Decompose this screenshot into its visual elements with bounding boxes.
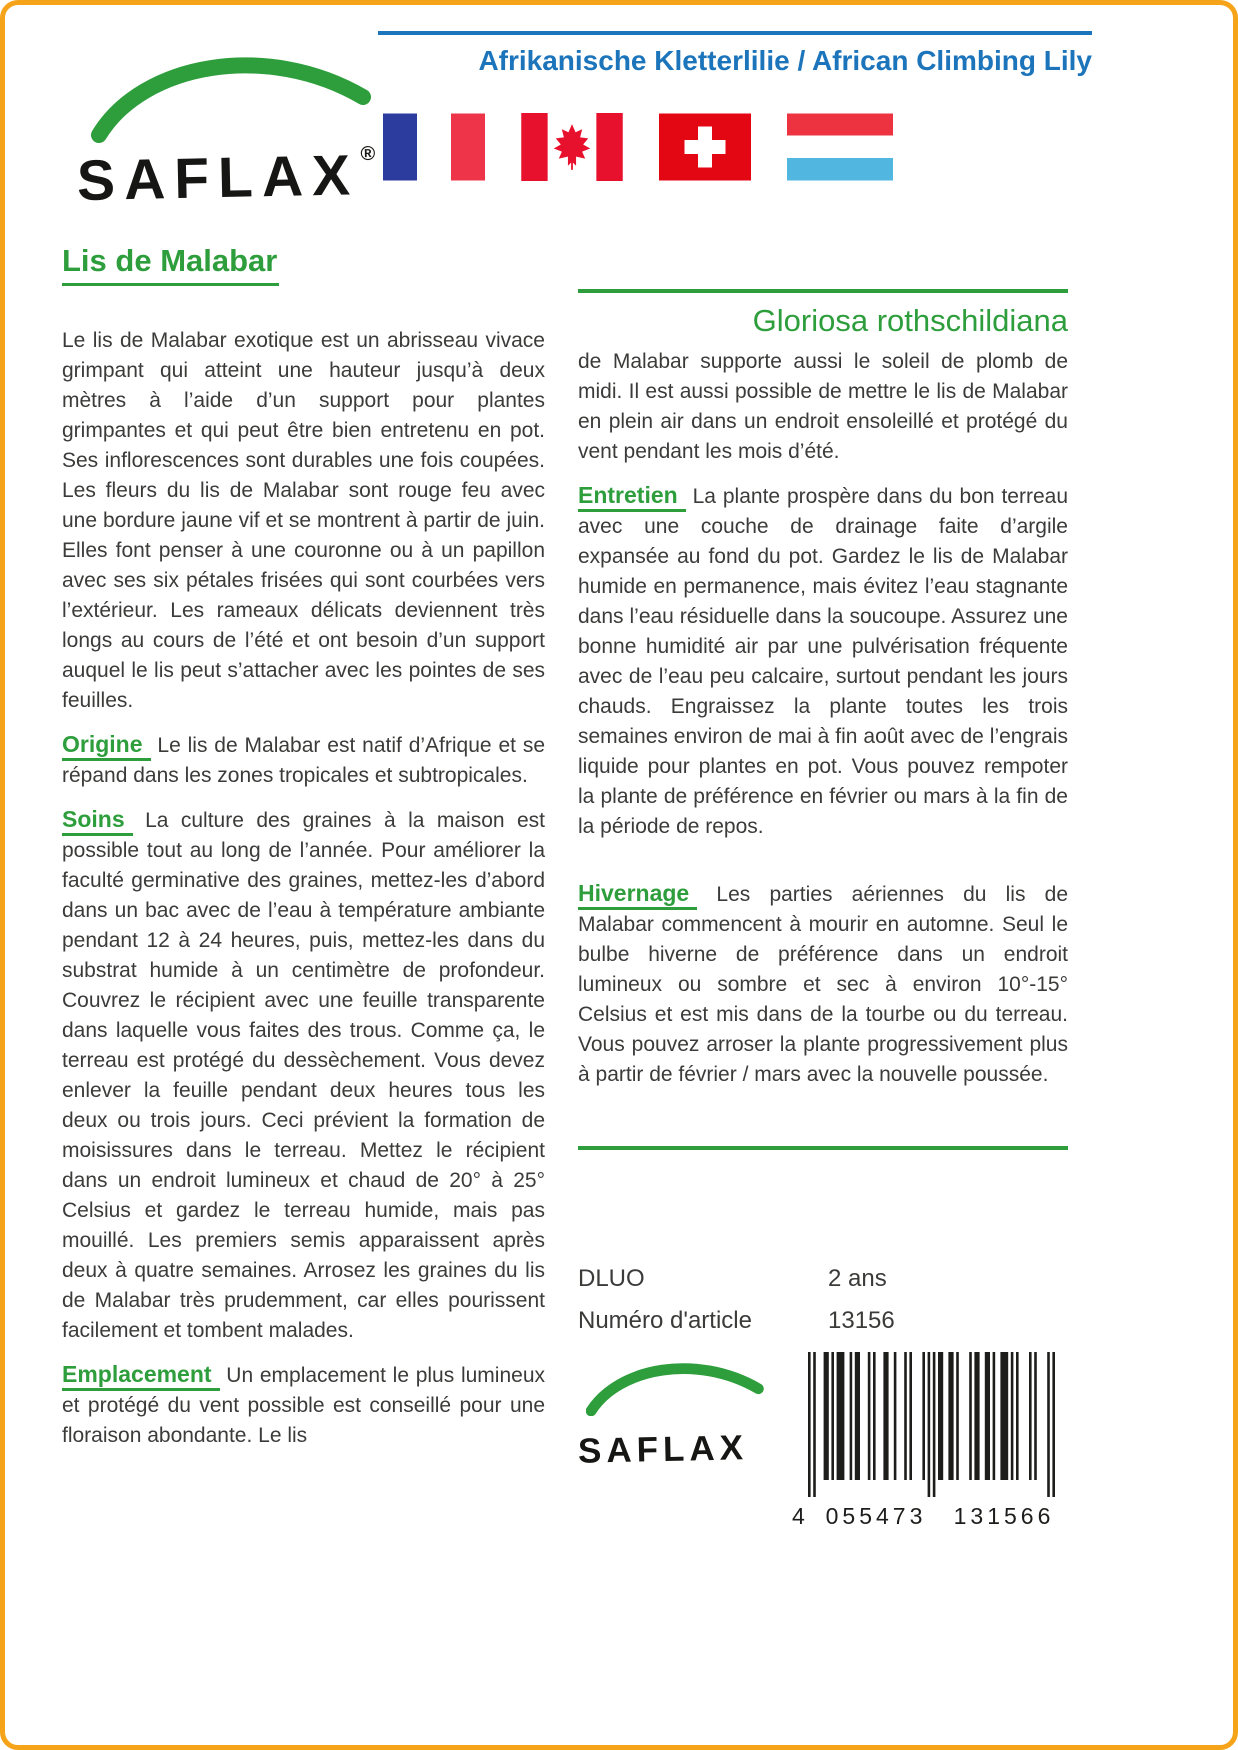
origin-paragraph (62, 729, 545, 791)
article-number-row (578, 1304, 1068, 1338)
canada-flag-icon (521, 113, 623, 181)
article-number-value: 13156 (828, 1306, 895, 1334)
article-number-label: Numéro d'article (578, 1306, 752, 1334)
main-content (62, 243, 1068, 1530)
product-meta (578, 1262, 1068, 1338)
overwintering-heading: Hivernage (578, 880, 697, 910)
flags-row (383, 113, 893, 181)
barcode-digit-group: 131566 (953, 1502, 1055, 1529)
intro-paragraph (62, 326, 545, 716)
latin-name-title: Gloriosa rothschildiana (752, 303, 1068, 338)
care-heading: Soins (62, 806, 133, 836)
barcode-digit-group: 055473 (825, 1502, 927, 1529)
maintenance-text: La plante prospère dans du bon terreau avec une couche de drainage faite d’argile expansée au fond du pot. Gardez le lis de Malabar humide en permanence, mais évitez l’eau stagnante dans l’eau résiduelle dans la soucoupe. Assurez une bonne humidité air par une pulvérisation fréquente avec de l’eau peu calcaire, surtout pendant les jours chauds. Engraissez la plante toutes les trois semaines environ de mai à fin août avec de l’engrais liquide pour plantes en pot. Vous pouvez rempoter la plante de préférence en février ou mars à la fin de la période de repos. (578, 484, 1069, 838)
origin-heading: Origine (62, 731, 151, 761)
maintenance-heading: Entretien (578, 482, 686, 512)
luxembourg-flag-icon (787, 113, 893, 181)
france-flag-icon (383, 113, 485, 181)
location-heading: Emplacement (62, 1361, 220, 1391)
header-rule (378, 31, 1092, 35)
maintenance-paragraph (578, 480, 1068, 842)
overwintering-text: Les parties aériennes du lis de Malabar commencent à mourir en automne. Seul le bulbe hiverne de préférence dans un endroit lumineux ou sombre et sec à environ 10°-15° Celsius et est mis dans de la tourbe ou du terreau. Vous pouvez arroser la plante progressivement plus à partir de février / mars avec la nouvelle poussée. (578, 882, 1068, 1086)
common-names-title: Afrikanische Kletterlilie / African Climbing Lily (478, 45, 1092, 76)
switzerland-flag-icon (659, 113, 751, 181)
shelf-life-label: DLUO (578, 1264, 645, 1292)
barcode-bars (792, 1352, 1068, 1500)
registered-mark-icon: ® (360, 142, 376, 166)
saflax-logo-small (578, 1352, 774, 1470)
footer-rule (578, 1146, 1068, 1150)
care-paragraph (62, 804, 545, 1346)
location-paragraph (62, 1359, 545, 1451)
location-continuation-text: de Malabar supporte aussi le soleil de plomb de midi. Il est aussi possible de mettre le lis de Malabar en plein air dans un endroit ensoleillé et protégé du vent pendant les mois d’été. (578, 349, 1068, 463)
page-title: Lis de Malabar (62, 243, 279, 286)
ean-barcode (792, 1352, 1068, 1530)
shelf-life-row (578, 1262, 1068, 1296)
brush-arc-icon (586, 1352, 766, 1416)
barcode-digit-group: 4 (792, 1502, 805, 1529)
intro-text: Le lis de Malabar exotique est un abrisseau vivace grimpant qui atteint une hauteur jusqu’à deux mètres à l’aide d’un support pour plantes grimpantes et qui peut être bien entretenu en pot. Ses inflorescences sont durables une fois coupées. Les fleurs du lis de Malabar sont rouge feu avec une bordure jaune vif et se montrent à partir de juin. Elles font penser à une couronne ou à un papillon avec ses six pétales frisées qui sont courbées vers l’extérieur. Les rameaux délicats deviennent très longs au cours de l’été et ont besoin d’un support auquel le lis peut s’attacher avec les pointes de ses feuilles. (62, 328, 545, 712)
barcode-digits (792, 1503, 1068, 1530)
saflax-logo (76, 39, 387, 214)
brand-wordmark (76, 142, 376, 214)
footer-brand-row (578, 1352, 1068, 1530)
location-continuation-paragraph (578, 347, 1068, 467)
title-rule (578, 289, 1068, 293)
shelf-life-value: 2 ans (828, 1264, 887, 1292)
location-text: Un emplacement le plus lumineux et protégé du vent possible est conseillé pour une floraison abondante. Le lis (62, 1363, 546, 1447)
brand-wordmark (578, 1428, 749, 1472)
left-column (62, 243, 545, 1464)
care-text: La culture des graines à la maison est possible tout au long de l’année. Pour améliorer la faculté germinative des graines, mettez-les d’abord dans un bac avec de l’eau à température ambiante pendant 12 à 24 heures, puis, mettez-les dans du substrat humide à un centimètre de profondeur. Couvrez le récipient avec une feuille transparente dans laquelle vous faites des trous. Comme ça, le terreau est protégé du dessèchement. Vous devez enlever la feuille pendant deux heures tous les deux ou trois jours. Ceci prévient la formation de moisissures dans le terreau. Mettez le récipient dans un endroit lumineux et chaud de 20° à 25° Celsius et gardez le terreau humide, mais pas mouillé. Les premiers semis apparaissent après deux à quatre semaines. Arrosez les graines du lis de Malabar très prudemment, car elles pourissent facilement et tombent malades. (62, 808, 546, 1342)
overwintering-paragraph (578, 878, 1068, 1090)
right-column (578, 243, 1068, 1530)
brush-arc-icon (91, 39, 375, 143)
brand-name: SAFLAX (577, 1427, 749, 1471)
origin-text: Le lis de Malabar est natif d’Afrique et se répand dans les zones tropicales et subtropicales. (62, 733, 546, 787)
brand-name: SAFLAX (76, 143, 360, 214)
